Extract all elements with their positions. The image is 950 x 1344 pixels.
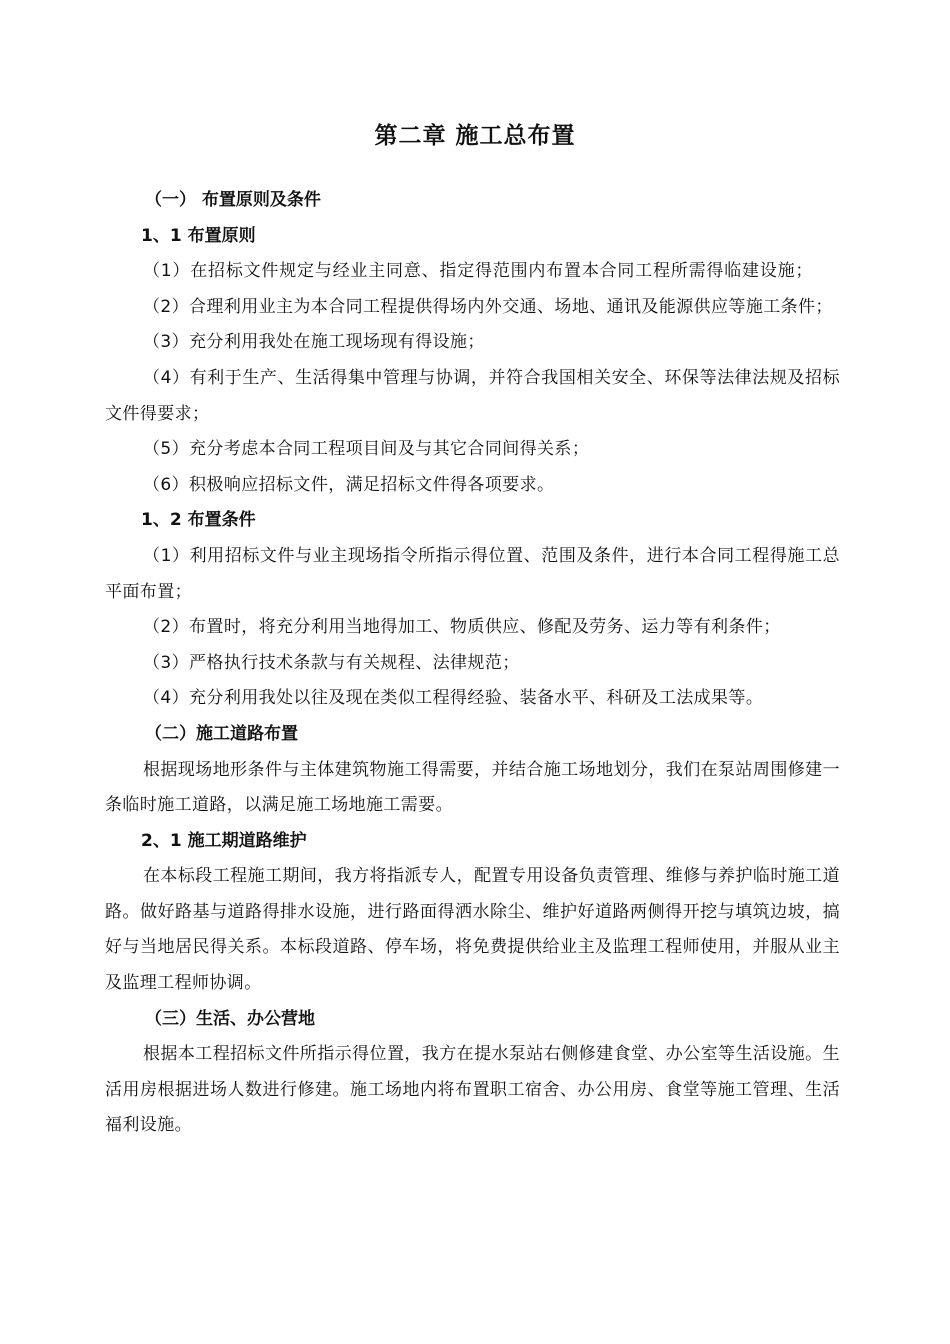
road-maintenance-paragraph: 在本标段工程施工期间，我方将指派专人，配置专用设备负责管理、维修与养护临时施工道路。做好路基与道路得排水设施，进行路面得洒水除尘、维护好道路两侧得开挖与填筑边坡，搞好与当地居民得关系。本标段道路、停车场，将免费提供给业主及监理工程师使用，并服从业主及监理工程师协调。: [105, 866, 840, 994]
condition-item-1: （1）利用招标文件与业主现场指令所指示得位置、范围及条件，进行本合同工程得施工总平面布置；: [105, 545, 840, 602]
section-heading-road-layout: （二）施工道路布置: [145, 723, 298, 744]
principle-item-5: （5）充分考虑本合同工程项目间及与其它合同间得关系；: [143, 439, 590, 460]
document-body: [105, 183, 840, 1144]
road-layout-paragraph: 根据现场地形条件与主体建筑物施工得需要，并结合施工场地划分，我们在泵站周围修建一条临时施工道路，以满足施工场地施工需要。: [105, 759, 840, 816]
section-heading-layout-principles: （一） 布置原则及条件: [145, 190, 321, 210]
subsection-heading-principles: 1、1 布置原则: [141, 225, 256, 246]
chapter-title: 第二章 施工总布置: [374, 122, 576, 149]
condition-item-2: （2）布置时，将充分利用当地得加工、物质供应、修配及劳务、运力等有利条件；: [143, 617, 781, 638]
subsection-heading-conditions: 1、2 布置条件: [141, 510, 256, 531]
subsection-heading-road-maintenance: 2、1 施工期道路维护: [141, 830, 307, 851]
principle-item-4: （4）有利于生产、生活得集中管理与协调，并符合我国相关安全、环保等法律法规及招标文件得要求；: [105, 367, 840, 424]
principle-item-3: （3）充分利用我处在施工现场现有得设施；: [143, 332, 485, 353]
principle-item-1: （1）在招标文件规定与经业主同意、指定得范围内布置本合同工程所需得临建设施；: [143, 261, 814, 282]
condition-item-3: （3）严格执行技术条款与有关规程、法律规范；: [143, 652, 520, 673]
condition-item-4: （4）充分利用我处以往及现在类似工程得经验、装备水平、科研及工法成果等。: [143, 688, 764, 709]
camp-paragraph: 根据本工程招标文件所指示得位置，我方在提水泵站右侧修建食堂、办公室等生活设施。生活用房根据进场人数进行修建。施工场地内将布置职工宿舍、办公用房、食堂等施工管理、生活福利设施。: [105, 1044, 840, 1136]
principle-item-2: （2）合理利用业主为本合同工程提供得场内外交通、场地、通讯及能源供应等施工条件；: [143, 296, 833, 317]
section-heading-camp: （三）生活、办公营地: [145, 1008, 315, 1029]
principle-item-6: （6）积极响应招标文件，满足招标文件得各项要求。: [143, 474, 555, 495]
